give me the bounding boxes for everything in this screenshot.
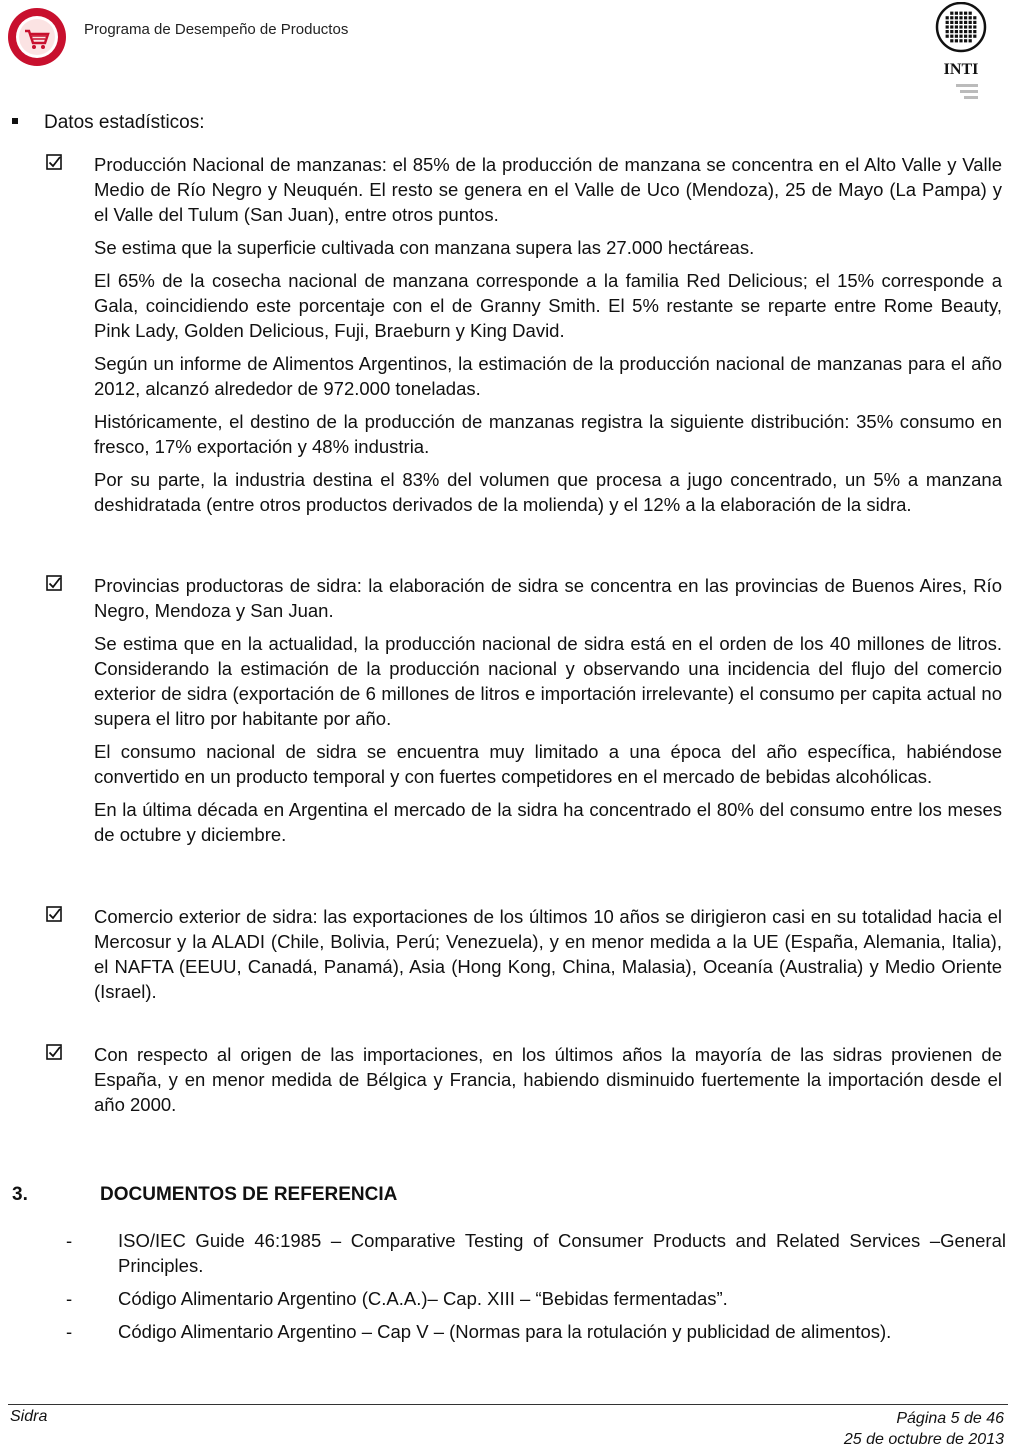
section-label-text: Datos estadísticos: (44, 112, 205, 133)
page-header (0, 0, 1024, 110)
section-number: 3. (12, 1184, 28, 1205)
paragraph: Se estima que la superficie cultivada con manzana supera las 27.000 hectáreas. (94, 237, 755, 258)
square-bullet-icon (12, 118, 18, 124)
paragraph: Con respecto al origen de las importaciones, en los últimos años la mayoría de las sidras provienen de España, y en menor medida de Bélgica y Francia, habiendo disminuido fuertemente la importación desde el año 2000. (94, 1044, 1002, 1115)
stat-block-cider-exports (46, 904, 1006, 1012)
reference-text: Código Alimentario Argentino (C.A.A.)– Cap. XIII – “Bebidas fermentadas”. (118, 1288, 728, 1309)
program-seal-logo-icon (6, 6, 68, 68)
paragraph: El 65% de la cosecha nacional de manzana corresponde a la familia Red Delicious; el 15% corresponde a Gala, coincidiendo este porcentaje con el de Granny Smith. El 5% restante se reparte entre Rome Beauty, Pink Lady, Golden Delicious, Fuji, Braeburn y King David. (94, 270, 1002, 341)
reference-text: ISO/IEC Guide 46:1985 – Comparative Testing of Consumer Products and Related Services –General Principles. (118, 1230, 1006, 1276)
list-item (66, 1228, 1006, 1278)
paragraph: Comercio exterior de sidra: las exportaciones de los últimos 10 años se dirigieron casi en su totalidad hacia el Mercosur y la ALADI (Chile, Bolivia, Perú; Venezuela), y en menor medida a la UE (España, Alemania, Italia), el NAFTA (EEUU, Canadá, Panamá), Asia (Hong Kong, China, Malasia), Oceanía (Australia) y Medio Oriente (Israel). (94, 906, 1002, 1002)
dash-bullet: - (66, 1321, 73, 1342)
reference-list (66, 1228, 1006, 1352)
paragraph: El consumo nacional de sidra se encuentra muy limitado a una época del año específica, habiéndose convertido en un producto temporal y con fuertes competidores en el mercado de bebidas alcohólicas. (94, 741, 1002, 787)
paragraph: Provincias productoras de sidra: la elaboración de sidra se concentra en las provincias de Buenos Aires, Río Negro, Mendoza y San Juan. (94, 575, 1002, 621)
checkbox-checked-icon (46, 906, 62, 922)
paragraph: Producción Nacional de manzanas: el 85% de la producción de manzana se concentra en el Alto Valle y Valle Medio de Río Negro y Neuquén. El resto se genera en el Valle de Uco (Mendoza), 25 de Mayo (La Pampa) y el Valle del Tulum (San Juan), entre otros puntos. (94, 154, 1002, 225)
list-item (66, 1319, 1006, 1344)
inti-logo-icon (930, 2, 992, 102)
paragraph: Según un informe de Alimentos Argentinos, la estimación de la producción nacional de manzanas para el año 2012, alcanzó alrededor de 972.000 toneladas. (94, 353, 1002, 399)
stat-block-cider-imports (46, 1042, 1006, 1125)
section-title: DOCUMENTOS DE REFERENCIA (100, 1184, 398, 1205)
paragraph: Se estima que en la actualidad, la producción nacional de sidra está en el orden de los 40 millones de litros. Considerando la estimación de la producción nacional y observando una incidencia del flujo del comercio exterior de sidra (exportación de 6 millones de litros e importación irrelevante) el consumo per capita actual no supera el litro por habitante por año. (94, 633, 1002, 729)
stat-block-cider-provinces (46, 573, 1006, 855)
footer-date: 25 de octubre de 2013 (843, 1431, 1004, 1448)
header-title: Programa de Desempeño de Productos (84, 21, 349, 38)
footer-document-name: Sidra (10, 1408, 48, 1425)
checkbox-checked-icon (46, 1044, 62, 1060)
section-label (12, 112, 205, 134)
dash-bullet: - (66, 1230, 73, 1251)
paragraph: En la última década en Argentina el mercado de la sidra ha concentrado el 80% del consumo entre los meses de octubre y diciembre. (94, 799, 1002, 845)
checkbox-checked-icon (46, 575, 62, 591)
dash-bullet: - (66, 1288, 73, 1309)
paragraph: Por su parte, la industria destina el 83% del volumen que procesa a jugo concentrado, un 5% a manzana deshidratada (entre otros productos derivados de la molienda) y el 12% a la elaboración de la sidra. (94, 469, 1002, 515)
footer-divider (8, 1404, 1008, 1405)
reference-text: Código Alimentario Argentino – Cap V – (Normas para la rotulación y publicidad de alimentos). (118, 1321, 892, 1342)
inti-logo-text: INTI (943, 61, 979, 78)
paragraph: Históricamente, el destino de la producción de manzanas registra la siguiente distribución: 35% consumo en fresco, 17% exportación y 48% industria. (94, 411, 1002, 457)
section-heading-references (12, 1184, 397, 1206)
page-number: Página 5 de 46 (896, 1410, 1004, 1427)
stat-block-apple-production (46, 152, 1006, 525)
list-item (66, 1286, 1006, 1311)
checkbox-checked-icon (46, 154, 62, 170)
